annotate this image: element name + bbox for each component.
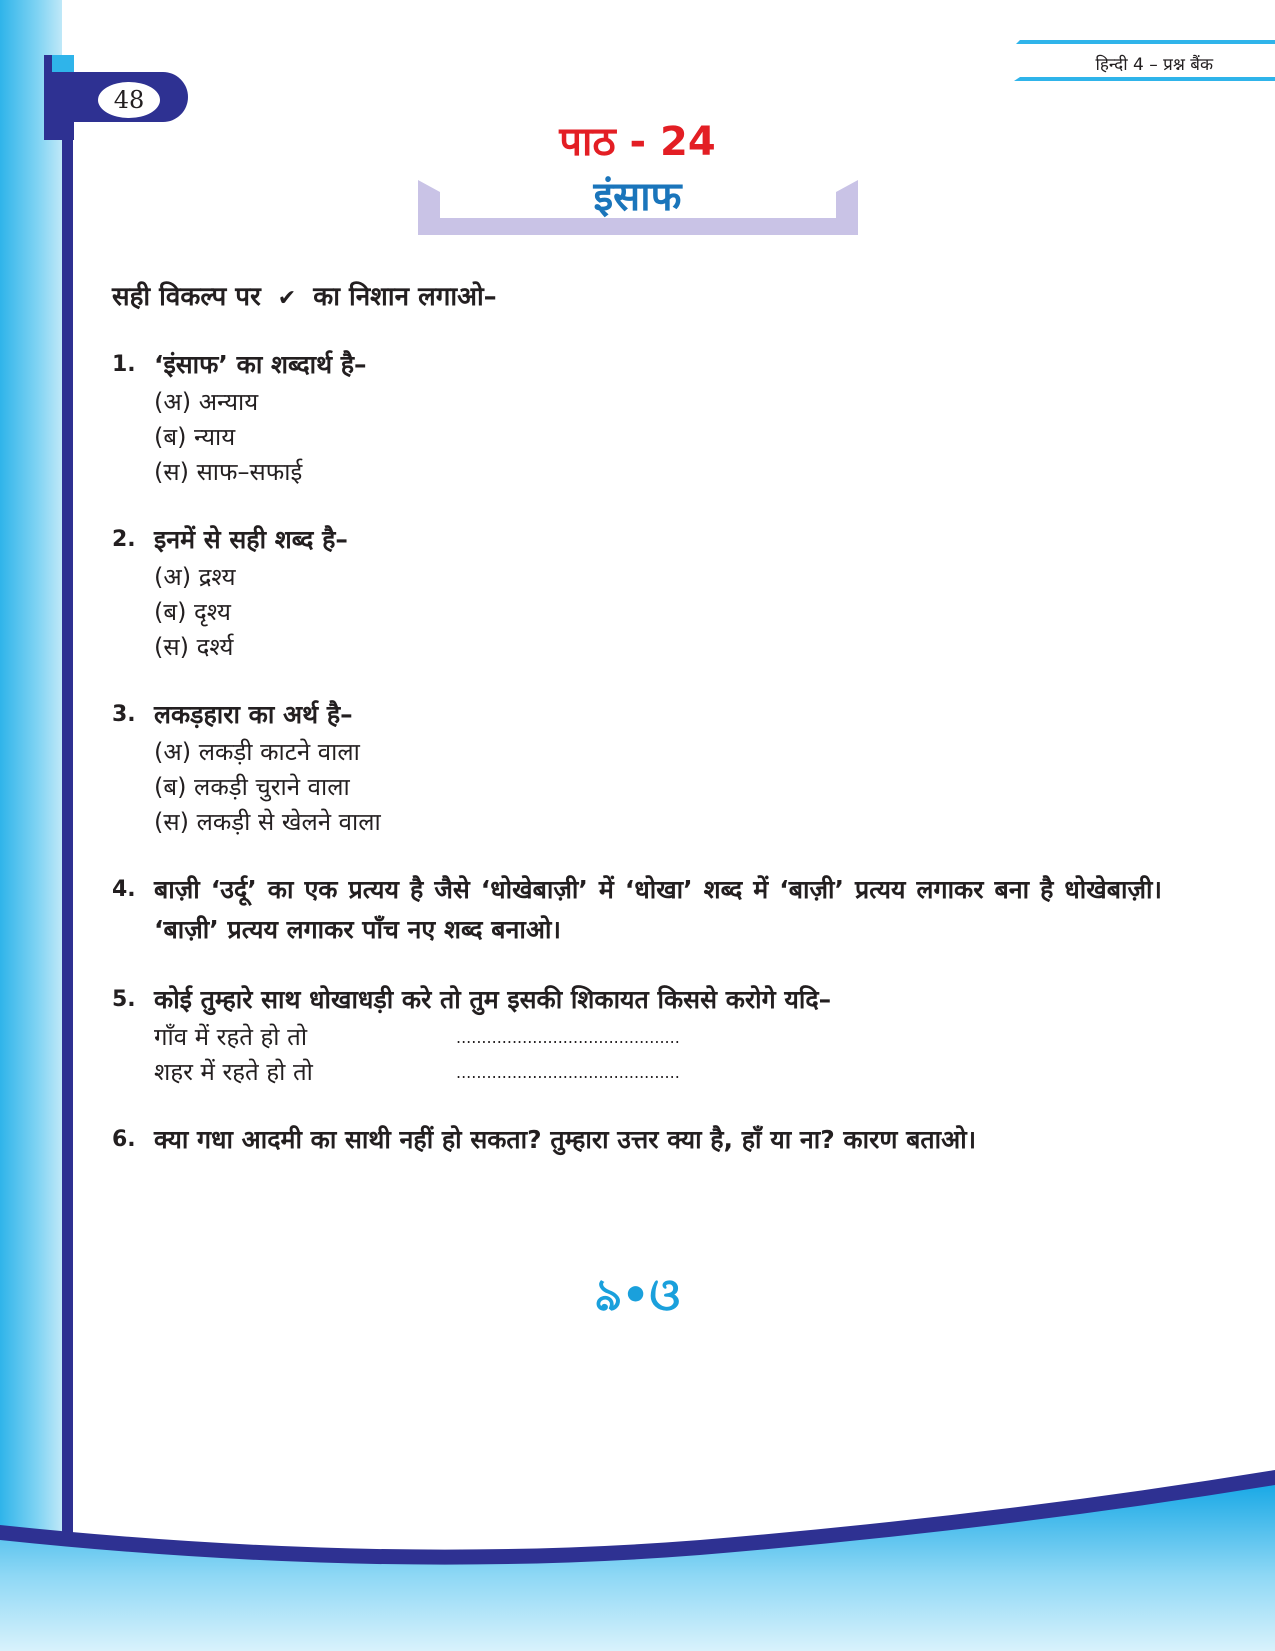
left-border-band xyxy=(0,0,62,1651)
question-number: 2. xyxy=(112,527,136,552)
question-number: 5. xyxy=(112,987,136,1012)
lesson-number: पाठ - 24 xyxy=(559,119,716,165)
question-number: 6. xyxy=(112,1127,136,1152)
option-c[interactable]: (स) दर्श्य xyxy=(154,633,234,661)
option-a[interactable]: (अ) लकड़ी काटने वाला xyxy=(154,738,360,766)
option-b[interactable]: (ब) दृश्य xyxy=(154,598,231,626)
question-text: ‘इंसाफ’ का शब्दार्थ है– xyxy=(154,350,367,379)
question-number: 3. xyxy=(112,702,136,727)
question-text: कोई तुम्हारे साथ धोखाधड़ी करे तो तुम इसकी शिकायत किससे करोगे यदि– xyxy=(154,985,832,1014)
book-title: हिन्दी 4 – प्रश्न बैंक xyxy=(1095,55,1213,75)
answer-blank[interactable]: ............................................ xyxy=(456,1063,680,1082)
instruction xyxy=(112,277,497,313)
end-ornament: ঌ•ଓ xyxy=(595,1270,680,1321)
check-mark-icon: ✔ xyxy=(277,286,297,311)
answer-blank[interactable]: ............................................ xyxy=(456,1028,680,1047)
question-6 xyxy=(112,1120,1162,1160)
fill-label: गाँव में रहते हो तो xyxy=(154,1023,308,1051)
instruction-text-start: सही विकल्प पर xyxy=(112,282,261,312)
question-text: लकड़हारा का अर्थ है– xyxy=(154,700,353,729)
question-1 xyxy=(112,345,1162,490)
option-a[interactable]: (अ) द्रश्य xyxy=(154,563,236,591)
question-number: 1. xyxy=(112,352,136,377)
fill-label: शहर में रहते हो तो xyxy=(154,1058,313,1086)
question-number: 4. xyxy=(112,877,136,902)
option-c[interactable]: (स) साफ–सफाई xyxy=(154,458,303,486)
option-a[interactable]: (अ) अन्याय xyxy=(154,388,259,416)
instruction-text-end: का निशान लगाओ– xyxy=(313,282,497,312)
question-text: क्या गधा आदमी का साथी नहीं हो सकता? तुम्हारा उत्तर क्या है, हाँ या ना? कारण बताओ। xyxy=(154,1125,977,1154)
option-c[interactable]: (स) लकड़ी से खेलने वाला xyxy=(154,808,381,836)
option-b[interactable]: (ब) न्याय xyxy=(154,423,236,451)
bottom-wave-decoration xyxy=(0,1470,1275,1651)
question-2 xyxy=(112,520,1162,665)
question-3 xyxy=(112,695,1162,840)
left-border-stripe xyxy=(62,55,73,1615)
question-text: इनमें से सही शब्द है– xyxy=(154,525,348,554)
fill-row-village xyxy=(154,1020,1162,1055)
page-number: 48 xyxy=(98,82,160,118)
question-4 xyxy=(112,870,1162,950)
question-text: बाज़ी ‘उर्दू’ का एक प्रत्यय है जैसे ‘धोखेबाज़ी’ में ‘धोखा’ शब्द में ‘बाज़ी’ प्रत्यय लगाकर बना है धोखेबाज़ी। ‘बाज़ी’ प्रत्यय लगाकर पाँच नए शब्द बनाओ। xyxy=(154,875,1162,944)
option-b[interactable]: (ब) लकड़ी चुराने वाला xyxy=(154,773,350,801)
fill-row-city xyxy=(154,1055,1162,1090)
question-5 xyxy=(112,980,1162,1090)
lesson-title: इंसाफ xyxy=(593,174,682,220)
